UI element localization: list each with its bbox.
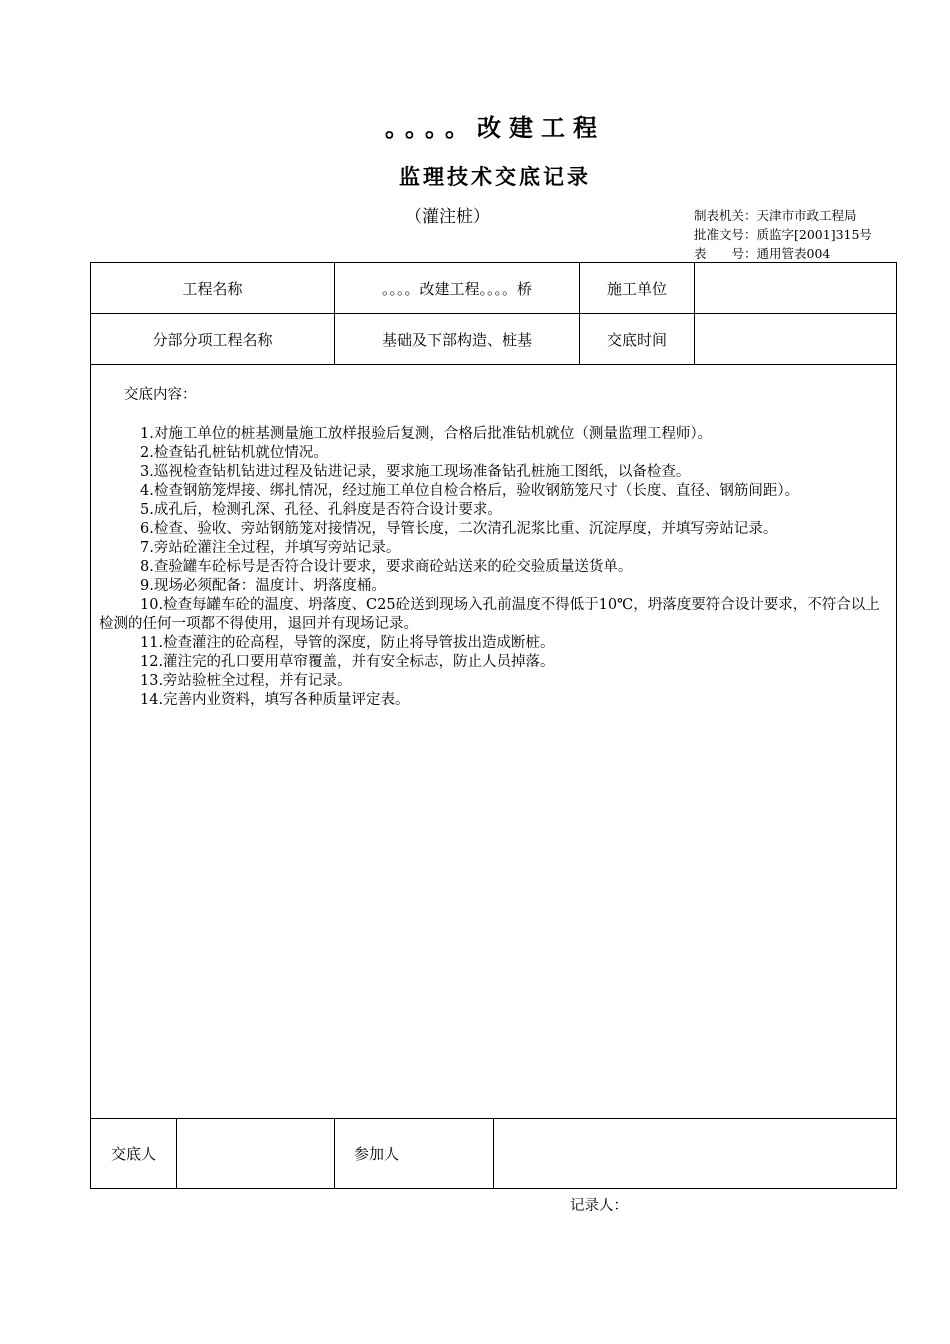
page-title: 。。。。改建工程	[385, 114, 605, 142]
list-item: 10.检查每罐车砼的温度、坍落度、C25砼送到现场入孔前温度不得低于10℃，坍落度要符合设计要求，不符合以上检测的任何一项都不得使用，退回并有现场记录。	[99, 597, 880, 632]
form-number-line: 表 号：通用管表004	[694, 246, 831, 261]
project-name-label: 工程名称	[91, 263, 335, 314]
contractor-value	[695, 263, 897, 314]
content-items	[99, 425, 890, 710]
participants-value	[494, 1119, 897, 1189]
list-item: 3.巡视检查钻机钻进过程及钻进记录，要求施工现场准备钻孔桩施工图纸，以备检查。	[140, 464, 691, 480]
list-item: 11.检查灌注的砼高程，导管的深度，防止将导管拔出造成断桩。	[140, 635, 555, 651]
list-item: 12.灌注完的孔口要用草帘覆盖，并有安全标志，防止人员掉落。	[140, 654, 555, 670]
table-row	[91, 1119, 897, 1189]
project-name-value: 。。。。改建工程。。。。桥	[335, 263, 580, 314]
participants-label: 参加人	[335, 1119, 494, 1189]
table-row	[91, 365, 897, 1119]
list-item: 4.检查钢筋笼焊接、绑扎情况，经过施工单位自检合格后，验收钢筋笼尺寸（长度、直径、钢筋间距）。	[140, 483, 800, 499]
subproject-value: 基础及下部构造、桩基	[335, 314, 580, 365]
approval-line: 批准文号：质监字[2001]315号	[694, 227, 872, 242]
handover-record-table	[90, 262, 897, 1189]
form-category: （灌注桩）	[405, 207, 490, 227]
handover-content-cell	[91, 365, 897, 1119]
presenter-label: 交底人	[91, 1119, 177, 1189]
list-item: 14.完善内业资料，填写各种质量评定表。	[140, 692, 410, 708]
recorder-label: 记录人：	[570, 1198, 628, 1214]
list-item: 2.检查钻孔桩钻机就位情况。	[140, 445, 328, 461]
list-item: 5.成孔后，检测孔深、孔径、孔斜度是否符合设计要求。	[140, 502, 502, 518]
handover-time-value	[695, 314, 897, 365]
form-title: 监理技术交底记录	[399, 165, 591, 189]
issuer-line: 制表机关：天津市市政工程局	[694, 208, 857, 223]
list-item: 13.旁站验桩全过程，并有记录。	[140, 673, 352, 689]
subproject-label: 分部分项工程名称	[91, 314, 335, 365]
presenter-value	[177, 1119, 335, 1189]
list-item: 9.现场必须配备：温度计、坍落度桶。	[140, 578, 386, 594]
table-row	[91, 314, 897, 365]
table-row	[91, 263, 897, 314]
list-item: 1.对施工单位的桩基测量施工放样报验后复测，合格后批准钻机就位（测量监理工程师）。	[140, 426, 713, 442]
list-item: 6.检查、验收、旁站钢筋笼对接情况，导管长度，二次清孔泥浆比重、沉淀厚度，并填写旁站记录。	[140, 521, 778, 537]
content-label: 交底内容：	[124, 387, 197, 403]
contractor-label: 施工单位	[580, 263, 695, 314]
list-item: 8.查验罐车砼标号是否符合设计要求，要求商砼站送来的砼交验质量送货单。	[140, 559, 633, 575]
handover-time-label: 交底时间	[580, 314, 695, 365]
list-item: 7.旁站砼灌注全过程，并填写旁站记录。	[140, 540, 401, 556]
